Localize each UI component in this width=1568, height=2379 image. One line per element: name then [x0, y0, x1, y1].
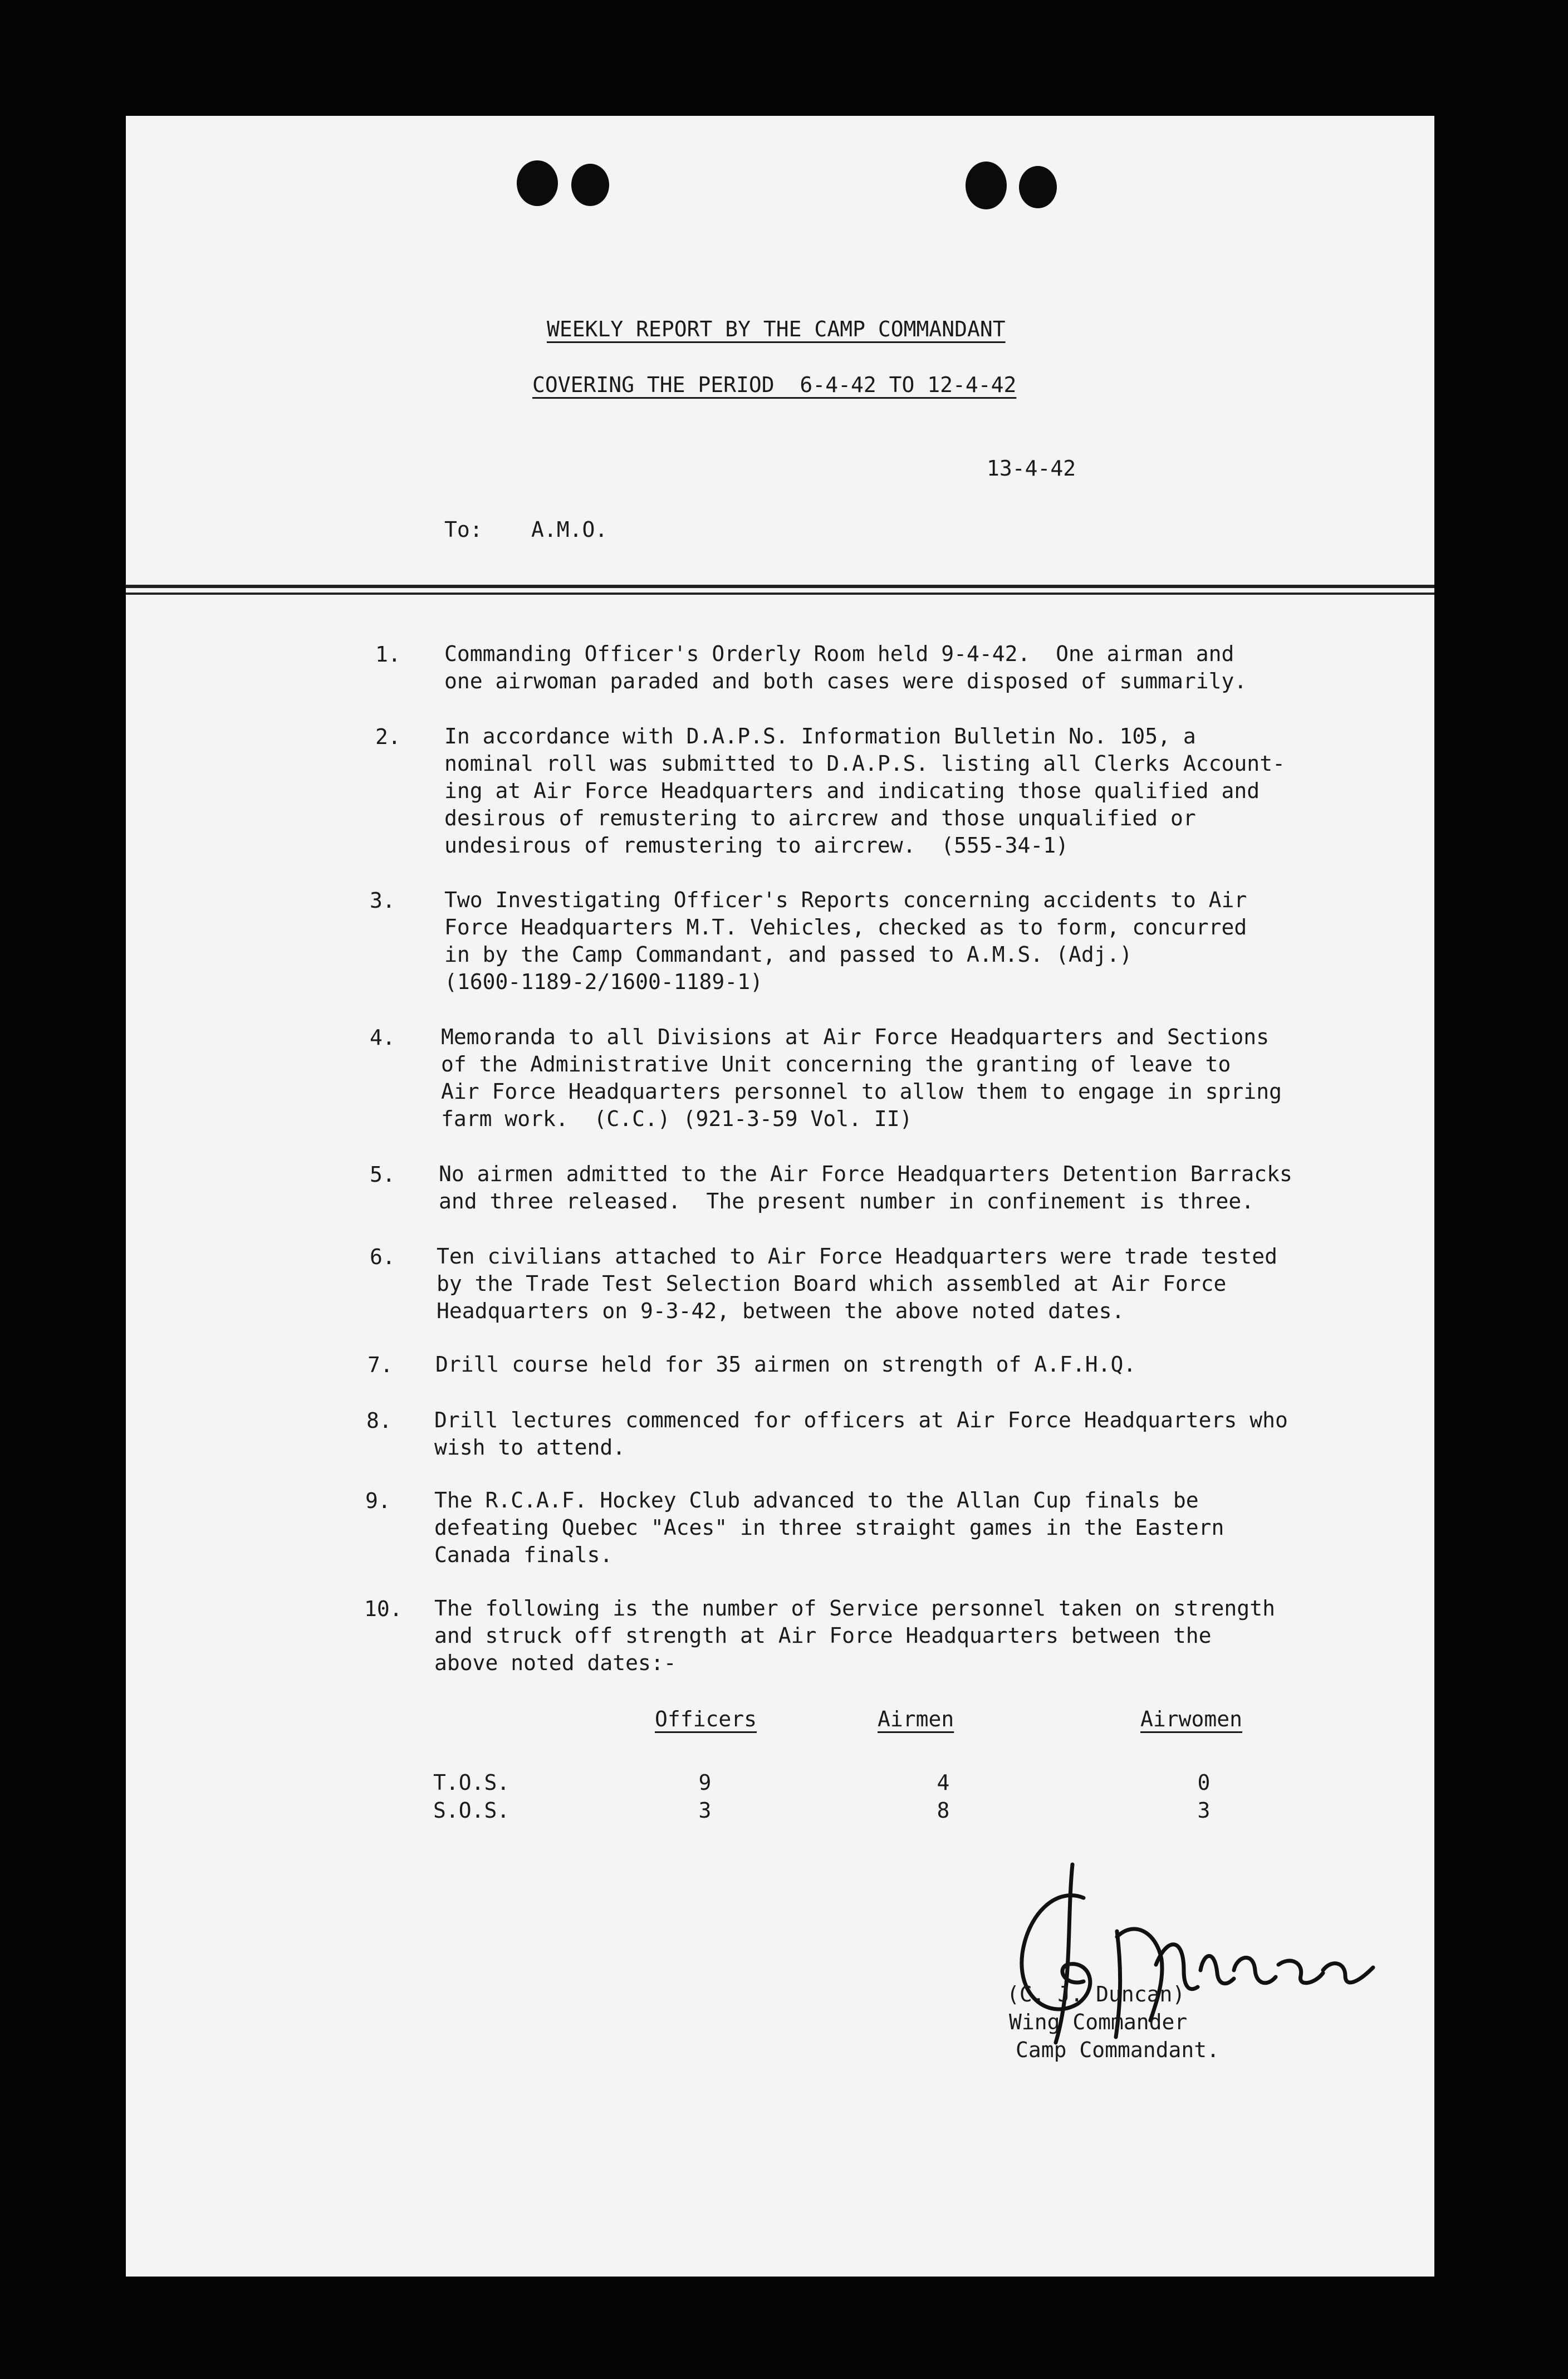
- table-cell-sos-airmen: 8: [937, 1798, 950, 1823]
- to-recipient: A.M.O.: [531, 517, 608, 542]
- header-divider-top: [126, 585, 1434, 588]
- table-header-officers: Officers: [655, 1707, 757, 1731]
- item-text: No airmen admitted to the Air Force Headquarters Detention Barracks and three released. The present number in confinement is three.: [439, 1162, 1292, 1213]
- punch-hole-right-1: [966, 161, 1007, 209]
- punch-hole-right-2: [1019, 166, 1057, 208]
- report-date: 13-4-42: [987, 456, 1076, 481]
- header-divider-bottom: [126, 593, 1434, 595]
- item-number: 9.: [365, 1489, 391, 1513]
- punch-hole-left-2: [571, 164, 609, 206]
- table-cell-tos-airwomen: 0: [1197, 1770, 1211, 1795]
- item-number: 5.: [370, 1162, 395, 1187]
- item-text: The following is the number of Service personnel taken on strength and struck off strength at Air Force Headquarters between the above noted dates:-: [434, 1596, 1275, 1675]
- signature-rank: Wing Commander: [1009, 2010, 1188, 2034]
- table-cell-sos-airwomen: 3: [1197, 1798, 1211, 1823]
- document-page: [126, 116, 1434, 2277]
- item-number: 4.: [370, 1025, 395, 1050]
- item-text: Two Investigating Officer's Reports concerning accidents to Air Force Headquarters M.T. Vehicles, checked as to form, concurred in by the Camp Commandant, and passed to A.M.S. (Adj.) (1600-1189-2/1600-1189-1): [444, 888, 1247, 994]
- report-period: COVERING THE PERIOD 6-4-42 TO 12-4-42: [532, 373, 1017, 397]
- item-text: The R.C.A.F. Hockey Club advanced to the Allan Cup finals be defeating Quebec "Aces" in three straight games in the Eastern Canada finals.: [434, 1488, 1224, 1567]
- item-text: In accordance with D.A.P.S. Information Bulletin No. 105, a nominal roll was submitted to D.A.P.S. listing all Clerks Account- ing at Air Force Headquarters and indicating those qualified and desirous of remustering to aircrew and those unqualified or undesirous of remustering to aircrew. (555-34-1): [444, 724, 1285, 858]
- item-text: Commanding Officer's Orderly Room held 9-4-42. One airman and one airwoman paraded and both cases were disposed of summarily.: [444, 642, 1247, 693]
- table-cell-tos-officers: 9: [698, 1770, 712, 1795]
- report-title: WEEKLY REPORT BY THE CAMP COMMANDANT: [547, 317, 1006, 341]
- item-number: 8.: [366, 1408, 392, 1433]
- table-header-airmen: Airmen: [878, 1707, 954, 1731]
- to-label: To:: [444, 517, 483, 542]
- table-header-airwomen: Airwomen: [1140, 1707, 1243, 1731]
- table-row-label-sos: S.O.S.: [433, 1798, 510, 1823]
- item-text: Ten civilians attached to Air Force Headquarters were trade tested by the Trade Test Selection Board which assembled at Air Force Headquarters on 9-3-42, between the above noted dates.: [437, 1244, 1277, 1323]
- item-number: 1.: [375, 642, 401, 667]
- signature-role: Camp Commandant.: [1016, 2038, 1220, 2062]
- item-text: Memoranda to all Divisions at Air Force Headquarters and Sections of the Administrative Unit concerning the granting of leave to Air Force Headquarters personnel to allow them to engage in spring farm work. (C.C.) (921-3-59 Vol. II): [441, 1025, 1282, 1131]
- item-number: 3.: [370, 888, 395, 913]
- item-text: Drill course held for 35 airmen on strength of A.F.H.Q.: [435, 1352, 1136, 1377]
- item-text: Drill lectures commenced for officers at Air Force Headquarters who wish to attend.: [434, 1408, 1288, 1460]
- item-number: 7.: [367, 1353, 393, 1377]
- table-cell-sos-officers: 3: [698, 1798, 712, 1823]
- table-cell-tos-airmen: 4: [937, 1770, 950, 1795]
- item-number: 2.: [375, 725, 401, 749]
- item-number: 10.: [364, 1597, 403, 1621]
- item-number: 6.: [370, 1245, 395, 1269]
- signature-name: (C. J. Duncan): [1007, 1982, 1185, 2006]
- punch-hole-left-1: [517, 160, 558, 206]
- table-row-label-tos: T.O.S.: [433, 1770, 510, 1795]
